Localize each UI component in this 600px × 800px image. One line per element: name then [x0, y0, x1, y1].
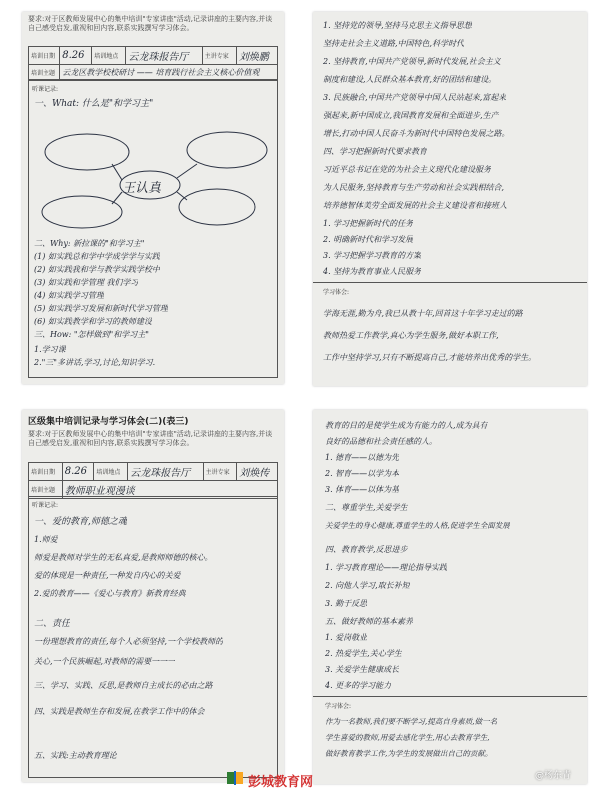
note-line: 二、尊重学生,关爱学生	[325, 503, 408, 512]
date-label: 培训日期	[29, 463, 63, 481]
notes-label: 听课记录:	[32, 502, 59, 509]
note-line: 四、学习把握新时代要求教育	[323, 147, 427, 156]
note-line: (6) 如实践教学和学习的教师建设	[34, 317, 152, 326]
note-line: (1) 如实践总和学中学成学学与实践	[34, 252, 160, 261]
note-line: 五、做好教师的基本素养	[325, 617, 413, 626]
notebook-photo-4	[313, 410, 587, 784]
note-line: 二、Why: 新拉课的"和学习主"	[34, 239, 145, 248]
note-line: 3. 学习把握学习教育的方案	[323, 251, 422, 260]
place-label: 培训地点	[94, 463, 128, 481]
training-speaker: 刘焕传	[237, 463, 278, 481]
note-line: 4. 坚持为教育事业人民服务	[323, 267, 422, 276]
training-date: 8.26	[60, 47, 92, 65]
note-line: 习近平总书记在党的为社会主义现代化建设服务	[323, 165, 491, 174]
notebook-photo-3	[22, 410, 284, 782]
note-line: 师爱是教师对学生的无私真爱,是教师师德的核心。	[34, 553, 213, 562]
requirement-text: 要求:对于区教师发展中心的集中培训"专家讲座"活动,记录讲座的主要内容,并谈自己感受启发,重视和回内容,联系实践撰写学习体会。	[28, 430, 273, 447]
section-divider	[313, 282, 587, 283]
note-line: 4. 更多的学习能力	[325, 681, 392, 690]
reflection-line: 学海无涯,勤为舟,我已从教十年,回首这十年学习走过的路	[323, 309, 523, 318]
note-line: 1. 学习把握新时代的任务	[323, 219, 414, 228]
note-line: (3) 如实践和学管理 我们学习	[34, 278, 139, 287]
reflection-line: 作为一名教师,我们要不断学习,提高自身素质,做一名	[325, 717, 498, 726]
note-line: 坚持走社会主义道路,中国特色,科学时代	[323, 39, 465, 48]
training-topic: 云龙区教学校校研讨 —— 培育践行社会主义核心价值观	[60, 65, 278, 80]
note-line: 二、责任	[34, 619, 71, 629]
note-line: 3. 体育——以体为基	[325, 485, 400, 494]
reflection-label: 学习体会:	[323, 289, 350, 296]
reflection-line: 教师热爱工作教学,真心为学生服务,做好本职工作,	[323, 331, 499, 340]
note-line: 强起来,新中国成立,我国教育发展和全面进步,生产	[323, 111, 499, 120]
note-line: 1.学习课	[34, 345, 66, 354]
note-line: 关心,一个民族崛起,对教师的需要一一一	[34, 657, 176, 666]
training-topic: 教师职业观漫谈	[62, 481, 277, 499]
training-speaker: 刘焕鹏	[236, 47, 277, 65]
note-line: (2) 如实践我和学与教学实践学校中	[34, 265, 160, 274]
speaker-label: 主讲专家	[203, 463, 237, 481]
notebook-photo-2	[313, 12, 587, 386]
note-line: 爱的体现是一种责任,一种发自内心的关爱	[34, 571, 181, 580]
note-line: 3. 关爱学生健康成长	[325, 665, 400, 674]
note-line: 1. 爱岗敬业	[325, 633, 368, 642]
note-line: 3. 勤于反思	[325, 599, 368, 608]
section-divider	[313, 696, 587, 697]
note-line: 一、What: 什么是"和学习主"	[34, 99, 154, 109]
note-line: 三、How: "怎样做到"和学习主"	[34, 330, 149, 339]
note-line: 制度和建设,人民群众基本教育,好的团结和建设。	[323, 75, 497, 84]
reflection-line: 学生喜爱的教师,用爱去感化学生,用心去教育学生,	[325, 733, 490, 742]
note-line: 一、爱的教育,师德之魂	[34, 517, 127, 527]
sheet-title: 区级集中培训记录与学习体会(二)(表三)	[28, 417, 189, 427]
note-line: 良好的品德和社会责任感的人。	[325, 437, 437, 446]
note-line: (5) 如实践学习发展和新时代学习管理	[34, 304, 168, 313]
note-line: 2. 坚持教育,中国共产党领导,新时代发展,社会主义	[323, 57, 501, 66]
note-line: 2.爱的教育——《爱心与教育》新教育经典	[34, 589, 186, 598]
note-line: 一份理想教育的责任,每个人必须坚持,一个学校教师的	[34, 637, 224, 646]
notebook-photo-1	[22, 12, 284, 384]
topic-label: 培训主题	[29, 481, 63, 499]
site-logo-text: 彭城教育网	[248, 775, 314, 790]
reflection-line: 工作中坚持学习,只有不断提高自己,才能培养出优秀的学生。	[323, 353, 537, 362]
note-line: 增长,打动中国人民奋斗为新时代中国特色发展之路。	[323, 129, 510, 138]
note-line: 四、实践是教师生存和发展,在教学工作中的体会	[34, 707, 205, 716]
note-line: 四、教育教学,反思进步	[325, 545, 408, 554]
note-line: 2. 向他人学习,取长补短	[325, 581, 410, 590]
note-line: 1. 坚持党的领导,坚持马克思主义指导思想	[323, 21, 472, 30]
speaker-label: 主讲专家	[202, 47, 236, 65]
mindmap-center: 王认真	[122, 181, 162, 196]
training-place: 云龙珠报告厅	[128, 463, 204, 481]
date-label: 培训日期	[29, 47, 60, 65]
note-line: 培养德智体美劳全面发展的社会主义建设者和接班人	[323, 201, 507, 210]
reflection-label: 学习体会:	[325, 703, 352, 710]
notes-label: 听课记录:	[32, 86, 59, 93]
note-line: 1.师爱	[34, 535, 58, 544]
mindmap-sketch	[32, 112, 272, 232]
watermark: @杨东青	[535, 771, 572, 781]
note-line: 2. 明确新时代和学习发展	[323, 235, 414, 244]
note-line: 2."三"多讲话,学习,讨论,知识学习.	[34, 358, 156, 367]
note-line: 教育的目的是使学生成为有能力的人,成为具有	[325, 421, 488, 430]
note-line: 五、实践:主动教育理论	[34, 751, 117, 760]
place-label: 培训地点	[92, 47, 126, 65]
note-line: 1. 学习教育理论——理论指导实践	[325, 563, 448, 572]
note-line: 1. 德育——以德为先	[325, 453, 400, 462]
training-info-table	[28, 462, 278, 499]
note-line: 2. 热爱学生,关心学生	[325, 649, 402, 658]
note-line: 三、学习、实践、反思,是教师自主成长的必由之路	[34, 681, 213, 690]
note-line: 2. 智育——以学为本	[325, 469, 400, 478]
reflection-line: 做好教育教学工作,为学生的发展做出自己的贡献。	[325, 749, 493, 758]
training-date: 8.26	[62, 463, 94, 481]
training-place: 云龙珠报告厅	[126, 47, 202, 65]
book-logo-icon	[226, 770, 244, 786]
requirement-text: 要求:对于区教师发展中心的集中培训"专家讲座"活动,记录讲座的主要内容,并谈自己感受启发,重视和回内容,联系实践撰写学习体会。	[28, 15, 273, 32]
topic-label: 培训主题	[29, 65, 60, 80]
note-line: (4) 如实践学习管理	[34, 291, 104, 300]
training-info-table	[28, 46, 278, 80]
note-line: 3. 民族融合,中国共产党领导中国人民站起来,富起来	[323, 93, 507, 102]
note-line: 为人民服务,坚持教育与生产劳动和社会实践相结合,	[323, 183, 505, 192]
note-line: 关爱学生的身心健康,尊重学生的人格,促进学生全面发展	[325, 521, 510, 530]
